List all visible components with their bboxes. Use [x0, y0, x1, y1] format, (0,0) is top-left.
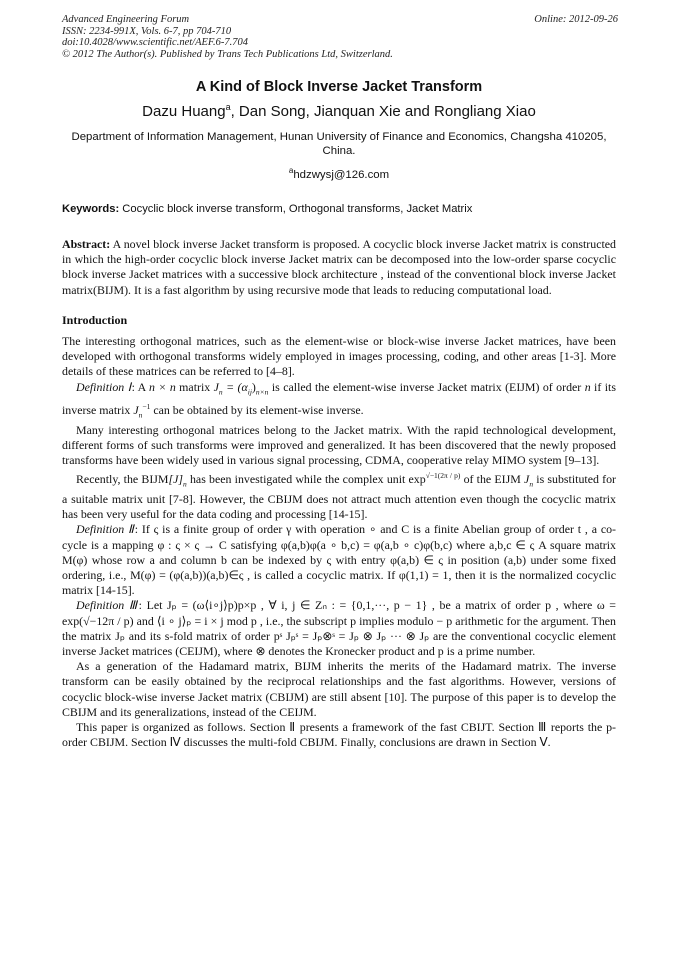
def1-text: is called the element-wise inverse Jacket matrix (EIJM) of order	[268, 379, 585, 394]
def1-math: = (α	[222, 379, 248, 394]
abstract-text: A novel block inverse Jacket transform is proposed. A cocyclic block inverse Jacket matrix is constructed in which the high-order cocyclic block inverse Jacket matrix can be decomposed into the low-order sparse cocyclic block inverse Jacket matrices with a successive block architecture , instead of the conventional block inverse Jacket matrix(BIJM). It is a fast algorithm by using recursive mode that leads to reducing computational load.	[62, 237, 616, 297]
other-authors: , Dan Song, Jianquan Xie and Rongliang Xiao	[230, 103, 536, 120]
first-author: Dazu Huang	[142, 103, 226, 120]
definition-3	[62, 598, 616, 659]
def1-math: n	[218, 387, 223, 396]
paper-title: A Kind of Block Inverse Jacket Transform	[195, 79, 483, 95]
definition-2	[62, 522, 616, 598]
p3-text: Recently, the BIJM	[76, 472, 169, 487]
def1-text: if its inverse matrix	[62, 379, 616, 418]
def1-math: n	[584, 379, 591, 394]
author-email	[62, 166, 616, 181]
keywords-label: Keywords:	[62, 203, 120, 215]
p3-math: exp	[408, 472, 426, 487]
journal-copyright: © 2012 The Author(s). Published by Trans Tech Publications Ltd, Switzerland.	[62, 48, 393, 60]
intro-paragraph-2: Many interesting orthogonal matrices belong to the Jacket matrix. With the rapid technological development, different forms of such transforms were improved and generalized. It has been discovered that the newly proposed transforms have been widely used in various signal processing, CDMA, cooperative relay MIMO system [9–13].	[62, 422, 616, 468]
email-address: hdzwysj@126.com	[293, 168, 390, 181]
p3-math: [J]	[168, 472, 184, 487]
email-mark: a	[288, 166, 294, 175]
def1-math: n × n	[149, 379, 176, 394]
author-list	[62, 102, 616, 120]
online-date: Online: 2012-09-26	[534, 14, 618, 25]
p3-math: n	[529, 479, 534, 489]
def1-math: J	[213, 379, 219, 394]
intro-paragraph-5: This paper is organized as follows. Section Ⅱ presents a framework of the fast CBIJT. Section Ⅲ reports the p-order CBIJM. Section Ⅳ discusses the multi-fold CBIJM. Finally, conclusions are drawn in Section Ⅴ.	[62, 719, 616, 750]
journal-name: Advanced Engineering Forum	[62, 14, 190, 25]
journal-header	[62, 14, 618, 60]
abstract-label: Abstract:	[62, 237, 111, 251]
definition-3-label: Definition Ⅲ	[76, 598, 139, 613]
def1-math: J	[133, 403, 139, 418]
keywords-text: Cocyclic block inverse transform, Orthogonal transforms, Jacket Matrix	[119, 203, 473, 215]
definition-1	[62, 380, 616, 423]
def1-text: can be obtained by its element-wise inverse.	[150, 403, 364, 418]
p3-math: J	[524, 472, 530, 487]
paper-body	[62, 237, 616, 750]
def1-math: ij	[247, 387, 252, 396]
intro-paragraph-3	[62, 468, 616, 522]
author-affil-mark: a	[225, 102, 231, 112]
definition-2-label: Definition Ⅱ	[76, 522, 135, 537]
keywords	[62, 203, 616, 215]
journal-issn: ISSN: 2234-991X, Vols. 6-7, pp 704-710	[62, 25, 232, 37]
def1-math: −1	[142, 402, 151, 412]
definition-3-text: : Let Jₚ = (ω⟨i∘j⟩p)p×p , ∀ i, j ∈ Zₙ : = {0,1,···, p − 1} , be a matrix of order p , where ω = exp(√−12π / p) and ⟨i ∘ j⟩ₚ = i × j mod p , i.e., the subscript p implies modulo − p arithmetic for the argument. Then the matrix Jₚ and its s-fold matrix of order pˢ Jₚˢ = Jₚ⊗ˢ = Jₚ ⊗ Jₚ ··· ⊗ Jₚ are the conventional cocyclic element inverse Jacket matrices (CEIJM), where ⊗ denotes the Kronecker product and p is a prime number.	[62, 598, 617, 658]
def1-text: matrix	[175, 379, 214, 394]
definition-2-text: : If ς is a finite group of order γ with operation ∘ and C is a finite Abelian group of order t , a co-cycle is a mapping φ : ς × ς → C satisfying φ(a,b)φ(a ∘ b,c) = φ(a,b ∘ c)φ(b,c) where a,b,c ∈ ς A square matrix M(φ) whose row a and column b can be indexed by ς with entry φ(a,b) ∈ ς in position (a,b) under some fixed ordering, i.e., M(φ) = (φ(a,b))(a,b)∈ς , is called a cocyclic matrix. If φ(1,1) = 1, then it is the normalized cocyclic matrix [14-15].	[62, 522, 616, 598]
affiliation: Department of Information Management, Hunan University of Finance and Economics, Changsha 410205, China.	[71, 131, 607, 157]
def1-math: )	[251, 379, 256, 394]
p3-text: is substituted for a suitable matrix unit [7-8]. However, the CBIJM does not attract much attention even though the cocyclic matrix has been very useful for the data coding and processing [14-15].	[62, 472, 617, 522]
p3-text: has been investigated while the complex unit	[186, 472, 409, 487]
section-heading: Introduction	[62, 312, 128, 327]
intro-paragraph-1: The interesting orthogonal matrices, such as the element-wise or block-wise inverse Jacket matrices, have been developed with orthogonal transforms widely employed in images processing, coding, and other areas [1-3]. More details of these matrices can be referred to [4–8].	[62, 334, 616, 379]
p3-text: of the EIJM	[460, 472, 525, 487]
def1-math: n	[138, 410, 143, 420]
journal-doi: doi:10.4028/www.scientific.net/AEF.6-7.704	[62, 37, 248, 48]
definition-1-label: Definition Ⅰ	[76, 379, 132, 394]
abstract	[62, 237, 616, 298]
p3-math: n	[183, 479, 187, 489]
intro-paragraph-4: As a generation of the Hadamard matrix, BIJM inherits the merits of the Hadamard matrix. The inverse transform can be easily obtained by the reciprocal relationships and the fast algorithms. However, versions of cocyclic block-wise inverse Jacket matrix (CBIJM) are still absent [10]. The purpose of this paper is to develop the CBIJM and its generalizations, instead of the CEIJM.	[62, 659, 616, 719]
p3-math: √−1(2π / p)	[425, 471, 461, 481]
def1-text: : A	[131, 379, 150, 394]
def1-math: n×n	[255, 387, 269, 396]
